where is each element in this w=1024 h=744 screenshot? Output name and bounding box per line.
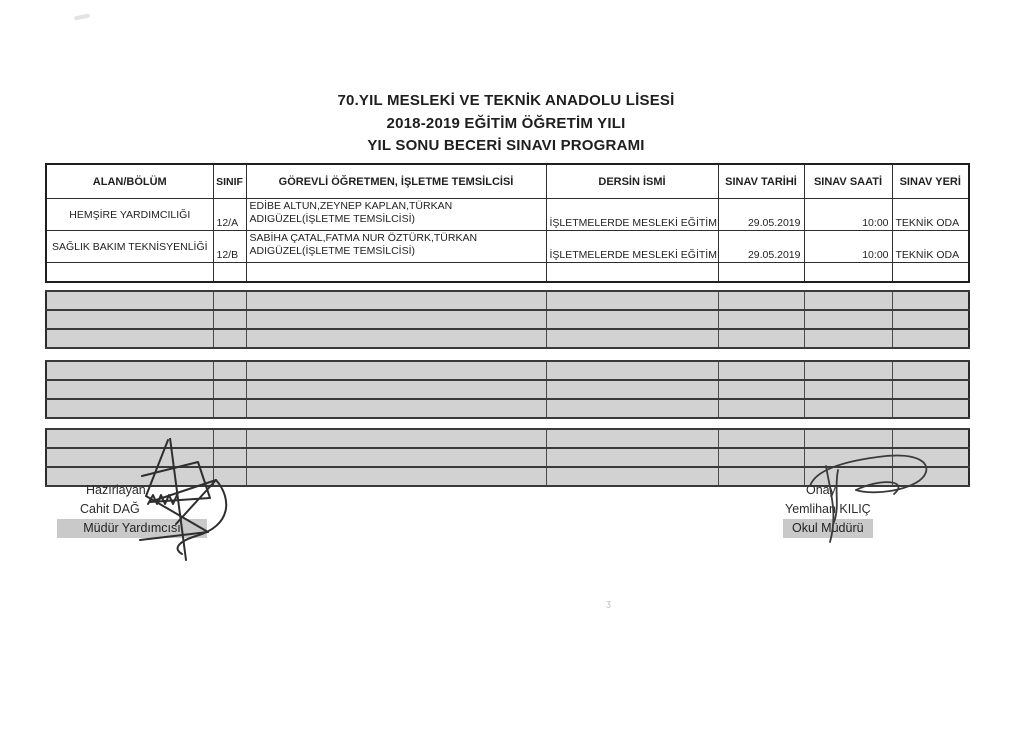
empty-placeholder-row — [46, 380, 969, 399]
cell-tarih: 29.05.2019 — [718, 199, 804, 231]
program-title: YIL SONU BECERİ SINAVI PROGRAMI — [367, 137, 645, 154]
cell-sinif: 12/B — [213, 231, 246, 263]
approved-by-heading: Onay — [806, 483, 836, 497]
gorevli-line-1: SABİHA ÇATAL,FATMA NUR ÖZTÜRK,TÜRKAN — [249, 232, 478, 244]
cell-gorevli — [246, 231, 546, 263]
gorevli-line-2: ADIGÜZEL(İŞLETME TEMSİLCİSİ) — [249, 213, 416, 225]
empty-placeholder-row — [46, 429, 969, 448]
header-alan-bolum: ALAN/BÖLÜM — [46, 164, 213, 199]
empty-placeholder-row — [46, 399, 969, 418]
empty-placeholder-row — [46, 291, 969, 310]
cell-alan: HEMŞİRE YARDIMCILIĞI — [46, 199, 213, 231]
cell-ders: İŞLETMELERDE MESLEKİ EĞİTİM — [546, 199, 718, 231]
cell-sinif: 12/A — [213, 199, 246, 231]
document-title-block — [0, 90, 1012, 158]
stray-scan-mark: ʒ — [606, 598, 611, 608]
empty-placeholder-row — [46, 448, 969, 467]
header-gorevli-ogretmen: GÖREVLİ ÖĞRETMEN, İŞLETME TEMSİLCİSİ — [246, 164, 546, 199]
header-dersin-ismi: DERSİN İSMİ — [546, 164, 718, 199]
table-row — [46, 231, 969, 263]
header-sinav-tarihi: SINAV TARİHİ — [718, 164, 804, 199]
empty-placeholder-row — [46, 329, 969, 348]
empty-placeholder-row — [46, 361, 969, 380]
empty-placeholder-table — [45, 428, 970, 487]
cell-yer: TEKNİK ODA — [892, 231, 969, 263]
table-header-row — [46, 164, 969, 199]
cell-saat: 10:00 — [804, 231, 892, 263]
school-name: 70.YIL MESLEKİ VE TEKNİK ANADOLU LİSESİ — [337, 92, 675, 109]
cell-saat: 10:00 — [804, 199, 892, 231]
empty-placeholder-table — [45, 360, 970, 419]
cell-tarih: 29.05.2019 — [718, 231, 804, 263]
gorevli-line-2: ADIGÜZEL(İŞLETME TEMSİLCİSİ) — [249, 245, 416, 257]
exam-schedule-table — [45, 163, 970, 283]
approved-by-name: Yemlihan KILIÇ — [785, 502, 871, 516]
cell-gorevli — [246, 199, 546, 231]
scan-smudge-artifact — [74, 13, 90, 20]
table-row — [46, 199, 969, 231]
header-sinav-yeri: SINAV YERİ — [892, 164, 969, 199]
header-sinif: SINIF — [213, 164, 246, 199]
academic-year: 2018-2019 EĞİTİM ÖĞRETİM YILI — [386, 114, 626, 132]
prepared-by-name: Cahit DAĞ — [80, 502, 140, 516]
prepared-by-heading: Hazırlayan — [86, 483, 146, 497]
prepared-by-position-highlight: Müdür Yardımcısı — [57, 519, 207, 538]
empty-placeholder-table — [45, 290, 970, 349]
gorevli-line-1: EDİBE ALTUN,ZEYNEP KAPLAN,TÜRKAN — [249, 200, 453, 212]
header-sinav-saati: SINAV SAATİ — [804, 164, 892, 199]
empty-placeholder-row — [46, 310, 969, 329]
approved-by-position-highlight: Okul Müdürü — [783, 519, 873, 538]
cell-ders: İŞLETMELERDE MESLEKİ EĞİTİM — [546, 231, 718, 263]
empty-table-row — [46, 263, 969, 283]
cell-yer: TEKNİK ODA — [892, 199, 969, 231]
cell-alan: SAĞLIK BAKIM TEKNİSYENLİĞİ — [46, 231, 213, 263]
